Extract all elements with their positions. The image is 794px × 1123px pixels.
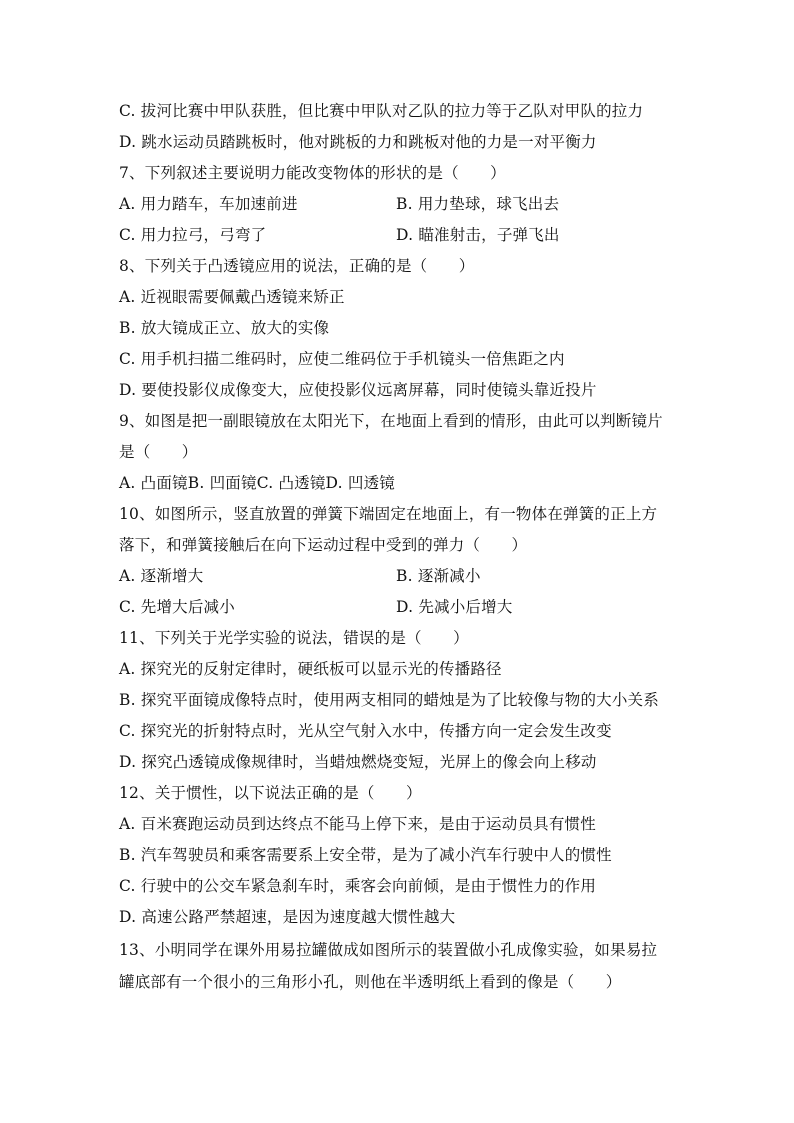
q11-option-c: C. 探究光的折射特点时，光从空气射入水中，传播方向一定会发生改变 [119,722,612,740]
q10-stem-line1: 10、如图所示，竖直放置的弹簧下端固定在地面上，有一物体在弹簧的正上方 [119,505,658,523]
q9-options: A. 凸面镜B. 凹面镜C. 凸透镜D. 凹透镜 [119,474,395,492]
q12-option-a: A. 百米赛跑运动员到达终点不能马上停下来，是由于运动员具有惯性 [119,815,596,833]
q12-option-c: C. 行驶中的公交车紧急刹车时，乘客会向前倾，是由于惯性力的作用 [119,877,597,895]
q10-option-b: B. 逐渐减小 [396,567,481,585]
q8-option-d: D. 要使投影仪成像变大，应使投影仪远离屏幕，同时使镜头靠近投片 [119,381,597,399]
q8-option-c: C. 用手机扫描二维码时，应使二维码位于手机镜头一倍焦距之内 [119,350,565,368]
q9-stem-line1: 9、如图是把一副眼镜放在太阳光下，在地面上看到的情形，由此可以判断镜片 [119,412,663,430]
q12-stem: 12、关于惯性，以下说法正确的是（ ） [119,784,422,802]
q13-stem-line2: 罐底部有一个很小的三角形小孔，则他在半透明纸上看到的像是（ ） [119,973,622,991]
q11-option-a: A. 探究光的反射定律时，硬纸板可以显示光的传播路径 [119,660,502,678]
q9-stem-line2: 是（ ） [119,443,198,461]
q7-option-b: B. 用力垫球，球飞出去 [396,195,560,213]
q11-stem: 11、下列关于光学实验的说法，错误的是（ ） [119,629,469,647]
q10-option-a: A. 逐渐增大 [119,567,204,585]
q10-option-c: C. 先增大后减小 [119,598,235,616]
q10-stem-line2: 落下，和弹簧接触后在向下运动过程中受到的弹力（ ） [119,536,528,554]
q7-stem: 7、下列叙述主要说明力能改变物体的形状的是（ ） [119,164,506,182]
q7-option-a: A. 用力踏车，车加速前进 [119,195,298,213]
q8-option-a: A. 近视眼需要佩戴凸透镜来矫正 [119,288,345,306]
q8-stem: 8、下列关于凸透镜应用的说法，正确的是（ ） [119,257,475,275]
q13-stem-line1: 13、小明同学在课外用易拉罐做成如图所示的装置做小孔成像实验，如果易拉 [119,941,658,959]
q7-option-d: D. 瞄准射击，子弹飞出 [396,226,560,244]
q12-option-b: B. 汽车驾驶员和乘客需要系上安全带，是为了减小汽车行驶中人的惯性 [119,846,612,864]
q8-option-b: B. 放大镜成正立、放大的实像 [119,319,330,337]
q11-option-b: B. 探究平面镜成像特点时，使用两支相同的蜡烛是为了比较像与物的大小关系 [119,691,659,709]
q6-option-c: C. 拔河比赛中甲队获胜，但比赛中甲队对乙队的拉力等于乙队对甲队的拉力 [119,102,644,120]
q7-option-c: C. 用力拉弓，弓弯了 [119,226,267,244]
q12-option-d: D. 高速公路严禁超速，是因为速度越大惯性越大 [119,908,456,926]
q6-option-d: D. 跳水运动员踏跳板时，他对跳板的力和跳板对他的力是一对平衡力 [119,133,597,151]
q10-option-d: D. 先减小后增大 [396,598,513,616]
q11-option-d: D. 探究凸透镜成像规律时，当蜡烛燃烧变短，光屏上的像会向上移动 [119,753,597,771]
